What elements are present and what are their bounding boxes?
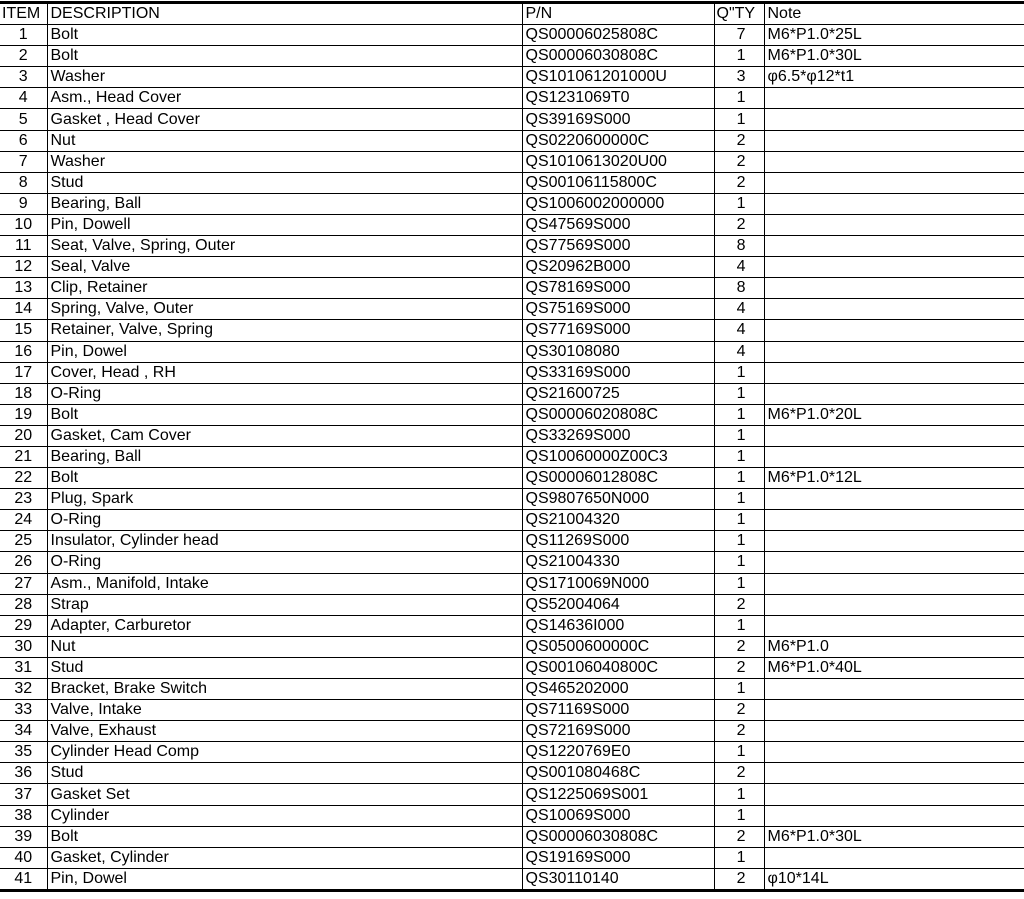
cell-description: Pin, Dowel	[47, 341, 522, 362]
table-row	[0, 193, 1024, 214]
cell-part-number: QS00006030808C	[522, 46, 714, 67]
cell-quantity: 1	[714, 784, 764, 805]
table-row	[0, 468, 1024, 489]
cell-quantity: 1	[714, 510, 764, 531]
cell-description: O-Ring	[47, 552, 522, 573]
header-row	[0, 4, 1024, 25]
cell-quantity: 1	[714, 88, 764, 109]
cell-quantity: 1	[714, 847, 764, 868]
cell-quantity: 2	[714, 172, 764, 193]
cell-description: Cylinder Head Comp	[47, 742, 522, 763]
table-row	[0, 552, 1024, 573]
cell-note	[764, 700, 1024, 721]
cell-part-number: QS00006025808C	[522, 25, 714, 46]
table-row	[0, 446, 1024, 467]
cell-note	[764, 130, 1024, 151]
table-row	[0, 383, 1024, 404]
cell-item: 40	[0, 847, 47, 868]
table-row	[0, 25, 1024, 46]
cell-item: 26	[0, 552, 47, 573]
cell-quantity: 1	[714, 109, 764, 130]
cell-item: 28	[0, 594, 47, 615]
cell-description: Cover, Head , RH	[47, 362, 522, 383]
cell-part-number: QS33269S000	[522, 425, 714, 446]
cell-part-number: QS72169S000	[522, 721, 714, 742]
cell-note	[764, 299, 1024, 320]
table-row	[0, 615, 1024, 636]
cell-quantity: 1	[714, 425, 764, 446]
table-row	[0, 721, 1024, 742]
cell-item: 5	[0, 109, 47, 130]
cell-quantity: 4	[714, 320, 764, 341]
cell-item: 18	[0, 383, 47, 404]
cell-item: 33	[0, 700, 47, 721]
cell-quantity: 8	[714, 236, 764, 257]
cell-description: Nut	[47, 636, 522, 657]
cell-quantity: 8	[714, 278, 764, 299]
cell-item: 4	[0, 88, 47, 109]
cell-part-number: QS14636I000	[522, 615, 714, 636]
cell-part-number: QS10069S000	[522, 805, 714, 826]
cell-description: Adapter, Carburetor	[47, 615, 522, 636]
cell-part-number: QS1006002000000	[522, 193, 714, 214]
cell-note	[764, 257, 1024, 278]
cell-item: 25	[0, 531, 47, 552]
cell-part-number: QS00106040800C	[522, 657, 714, 678]
table-row	[0, 46, 1024, 67]
cell-part-number: QS30110140	[522, 868, 714, 889]
cell-part-number: QS00006012808C	[522, 468, 714, 489]
cell-note	[764, 784, 1024, 805]
table-row	[0, 679, 1024, 700]
cell-quantity: 2	[714, 826, 764, 847]
cell-description: Bolt	[47, 404, 522, 425]
cell-item: 27	[0, 573, 47, 594]
table-row	[0, 805, 1024, 826]
cell-note: M6*P1.0*30L	[764, 826, 1024, 847]
cell-part-number: QS101061201000U	[522, 67, 714, 88]
table-row	[0, 531, 1024, 552]
table-row	[0, 489, 1024, 510]
table-row	[0, 742, 1024, 763]
cell-quantity: 2	[714, 700, 764, 721]
cell-item: 41	[0, 868, 47, 889]
table-row	[0, 109, 1024, 130]
cell-description: Seat, Valve, Spring, Outer	[47, 236, 522, 257]
cell-note: M6*P1.0*25L	[764, 25, 1024, 46]
cell-quantity: 4	[714, 341, 764, 362]
column-header-description: DESCRIPTION	[47, 4, 522, 25]
column-header-quantity: Q"TY	[714, 4, 764, 25]
cell-item: 23	[0, 489, 47, 510]
cell-item: 17	[0, 362, 47, 383]
cell-note: M6*P1.0*12L	[764, 468, 1024, 489]
cell-description: Cylinder	[47, 805, 522, 826]
table-row	[0, 404, 1024, 425]
cell-quantity: 2	[714, 763, 764, 784]
cell-description: Plug, Spark	[47, 489, 522, 510]
table-row	[0, 236, 1024, 257]
table-row	[0, 130, 1024, 151]
cell-part-number: QS10060000Z00C3	[522, 446, 714, 467]
cell-item: 31	[0, 657, 47, 678]
cell-description: O-Ring	[47, 510, 522, 531]
cell-part-number: QS00006030808C	[522, 826, 714, 847]
cell-part-number: QS52004064	[522, 594, 714, 615]
cell-note	[764, 805, 1024, 826]
table-row	[0, 763, 1024, 784]
cell-part-number: QS1225069S001	[522, 784, 714, 805]
table-row	[0, 573, 1024, 594]
cell-note	[764, 151, 1024, 172]
cell-item: 8	[0, 172, 47, 193]
cell-part-number: QS0500600000C	[522, 636, 714, 657]
cell-item: 16	[0, 341, 47, 362]
cell-description: Stud	[47, 763, 522, 784]
cell-note	[764, 594, 1024, 615]
cell-item: 21	[0, 446, 47, 467]
cell-note	[764, 214, 1024, 235]
cell-note	[764, 763, 1024, 784]
cell-note	[764, 320, 1024, 341]
cell-quantity: 4	[714, 299, 764, 320]
cell-description: Washer	[47, 151, 522, 172]
cell-note	[764, 721, 1024, 742]
cell-note	[764, 446, 1024, 467]
table-row	[0, 214, 1024, 235]
cell-note	[764, 172, 1024, 193]
cell-part-number: QS77169S000	[522, 320, 714, 341]
table-body	[0, 25, 1024, 889]
cell-quantity: 2	[714, 594, 764, 615]
table-row	[0, 594, 1024, 615]
cell-note	[764, 742, 1024, 763]
table-row	[0, 257, 1024, 278]
cell-item: 35	[0, 742, 47, 763]
cell-part-number: QS33169S000	[522, 362, 714, 383]
cell-description: Stud	[47, 657, 522, 678]
cell-quantity: 7	[714, 25, 764, 46]
cell-note	[764, 552, 1024, 573]
cell-item: 2	[0, 46, 47, 67]
cell-part-number: QS71169S000	[522, 700, 714, 721]
cell-part-number: QS77569S000	[522, 236, 714, 257]
table-row	[0, 657, 1024, 678]
table-row	[0, 636, 1024, 657]
cell-part-number: QS465202000	[522, 679, 714, 700]
cell-note	[764, 615, 1024, 636]
cell-part-number: QS78169S000	[522, 278, 714, 299]
cell-part-number: QS1710069N000	[522, 573, 714, 594]
cell-description: Valve, Intake	[47, 700, 522, 721]
cell-quantity: 1	[714, 468, 764, 489]
cell-note: φ10*14L	[767, 869, 829, 887]
table-row	[0, 425, 1024, 446]
table-row	[0, 88, 1024, 109]
table-row	[0, 868, 1024, 889]
cell-note	[764, 193, 1024, 214]
table-header	[0, 4, 1024, 25]
cell-note	[764, 489, 1024, 510]
cell-description: Gasket, Cam Cover	[47, 425, 522, 446]
cell-item: 10	[0, 214, 47, 235]
parts-list-sheet	[0, 1, 1024, 892]
cell-part-number: QS21004330	[522, 552, 714, 573]
cell-item: 24	[0, 510, 47, 531]
cell-quantity: 1	[714, 615, 764, 636]
cell-note	[764, 531, 1024, 552]
cell-description: Valve, Exhaust	[47, 721, 522, 742]
cell-description: Nut	[47, 130, 522, 151]
cell-note: M6*P1.0*20L	[764, 404, 1024, 425]
cell-item: 9	[0, 193, 47, 214]
cell-quantity: 1	[714, 679, 764, 700]
table-row	[0, 320, 1024, 341]
cell-description: Gasket Set	[47, 784, 522, 805]
cell-description: Asm., Head Cover	[47, 88, 522, 109]
cell-note	[764, 362, 1024, 383]
cell-part-number: QS20962B000	[522, 257, 714, 278]
cell-quantity: 2	[714, 130, 764, 151]
cell-description: Washer	[47, 67, 522, 88]
column-header-item: ITEM	[0, 4, 47, 25]
cell-description: Gasket , Head Cover	[47, 109, 522, 130]
cell-item: 22	[0, 468, 47, 489]
cell-part-number: QS1010613020U00	[522, 151, 714, 172]
cell-item: 1	[0, 25, 47, 46]
cell-description: Bolt	[47, 826, 522, 847]
cell-description: Bracket, Brake Switch	[47, 679, 522, 700]
cell-description: Bearing, Ball	[47, 446, 522, 467]
cell-description: Insulator, Cylinder head	[47, 531, 522, 552]
cell-quantity: 1	[714, 362, 764, 383]
table-row	[0, 847, 1024, 868]
cell-note: φ6.5*φ12*t1	[764, 67, 1024, 88]
table-row	[0, 172, 1024, 193]
cell-quantity: 2	[714, 214, 764, 235]
cell-part-number: QS0220600000C	[522, 130, 714, 151]
cell-description: Strap	[47, 594, 522, 615]
cell-note	[764, 109, 1024, 130]
cell-quantity: 1	[714, 552, 764, 573]
cell-description: Clip, Retainer	[47, 278, 522, 299]
cell-item: 30	[0, 636, 47, 657]
cell-quantity: 2	[714, 868, 764, 889]
cell-quantity: 1	[714, 805, 764, 826]
cell-description: Pin, Dowell	[47, 214, 522, 235]
cell-description: Spring, Valve, Outer	[47, 299, 522, 320]
table-row	[0, 278, 1024, 299]
cell-quantity: 3	[714, 67, 764, 88]
cell-note	[764, 847, 1024, 868]
table-row	[0, 700, 1024, 721]
cell-description: Gasket, Cylinder	[47, 847, 522, 868]
cell-quantity: 2	[714, 657, 764, 678]
cell-item: 19	[0, 404, 47, 425]
cell-quantity: 4	[714, 257, 764, 278]
column-header-note: Note	[764, 4, 1024, 25]
cell-part-number: QS75169S000	[522, 299, 714, 320]
cell-quantity: 1	[714, 742, 764, 763]
cell-description: Seal, Valve	[47, 257, 522, 278]
cell-quantity: 1	[714, 573, 764, 594]
cell-part-number: QS39169S000	[522, 109, 714, 130]
cell-item: 12	[0, 257, 47, 278]
table-row	[0, 784, 1024, 805]
cell-note	[764, 236, 1024, 257]
cell-part-number: QS9807650N000	[522, 489, 714, 510]
cell-item: 20	[0, 425, 47, 446]
cell-item: 6	[0, 130, 47, 151]
cell-quantity: 1	[714, 446, 764, 467]
cell-item: 36	[0, 763, 47, 784]
cell-part-number: QS001080468C	[522, 763, 714, 784]
cell-item: 3	[0, 67, 47, 88]
cell-note	[764, 341, 1024, 362]
cell-part-number: QS1220769E0	[522, 742, 714, 763]
cell-part-number: QS47569S000	[522, 214, 714, 235]
table-row	[0, 67, 1024, 88]
cell-item: 37	[0, 784, 47, 805]
cell-item: 13	[0, 278, 47, 299]
table-row	[0, 826, 1024, 847]
cell-quantity: 1	[714, 383, 764, 404]
cell-item: 38	[0, 805, 47, 826]
cell-note: M6*P1.0	[764, 636, 1024, 657]
cell-part-number: QS21004320	[522, 510, 714, 531]
table-row	[0, 510, 1024, 531]
cell-description: Bolt	[47, 468, 522, 489]
cell-item: 32	[0, 679, 47, 700]
cell-part-number: QS00006020808C	[522, 404, 714, 425]
cell-part-number: QS30108080	[522, 341, 714, 362]
cell-note	[764, 88, 1024, 109]
cell-part-number: QS00106115800C	[522, 172, 714, 193]
parts-list-table	[0, 4, 1024, 889]
cell-part-number: QS11269S000	[522, 531, 714, 552]
column-header-part-number: P/N	[522, 4, 714, 25]
cell-item: 39	[0, 826, 47, 847]
cell-quantity: 1	[714, 531, 764, 552]
cell-description: O-Ring	[47, 383, 522, 404]
table-row	[0, 151, 1024, 172]
cell-item: 29	[0, 615, 47, 636]
table-row	[0, 362, 1024, 383]
cell-item: 14	[0, 299, 47, 320]
table-row	[0, 299, 1024, 320]
cell-description: Stud	[47, 172, 522, 193]
cell-item: 7	[0, 151, 47, 172]
cell-description: Asm., Manifold, Intake	[47, 573, 522, 594]
cell-item: 34	[0, 721, 47, 742]
cell-item: 15	[0, 320, 47, 341]
cell-note	[764, 278, 1024, 299]
cell-description: Retainer, Valve, Spring	[47, 320, 522, 341]
cell-description: Bolt	[47, 25, 522, 46]
cell-item: 11	[0, 236, 47, 257]
cell-part-number: QS1231069T0	[522, 88, 714, 109]
cell-description: Pin, Dowel	[47, 868, 522, 889]
cell-quantity: 1	[714, 193, 764, 214]
cell-description: Bolt	[47, 46, 522, 67]
cell-quantity: 1	[714, 489, 764, 510]
cell-note	[764, 425, 1024, 446]
cell-quantity: 1	[714, 404, 764, 425]
cell-part-number: QS21600725	[522, 383, 714, 404]
table-row	[0, 341, 1024, 362]
cell-note: M6*P1.0*40L	[764, 657, 1024, 678]
cell-quantity: 1	[714, 46, 764, 67]
cell-quantity: 2	[714, 151, 764, 172]
cell-quantity: 2	[714, 721, 764, 742]
cell-note	[764, 383, 1024, 404]
cell-note	[764, 573, 1024, 594]
cell-note: M6*P1.0*30L	[764, 46, 1024, 67]
cell-description: Bearing, Ball	[47, 193, 522, 214]
cell-quantity: 2	[714, 636, 764, 657]
cell-note	[764, 679, 1024, 700]
cell-part-number: QS19169S000	[522, 847, 714, 868]
cell-note	[764, 510, 1024, 531]
